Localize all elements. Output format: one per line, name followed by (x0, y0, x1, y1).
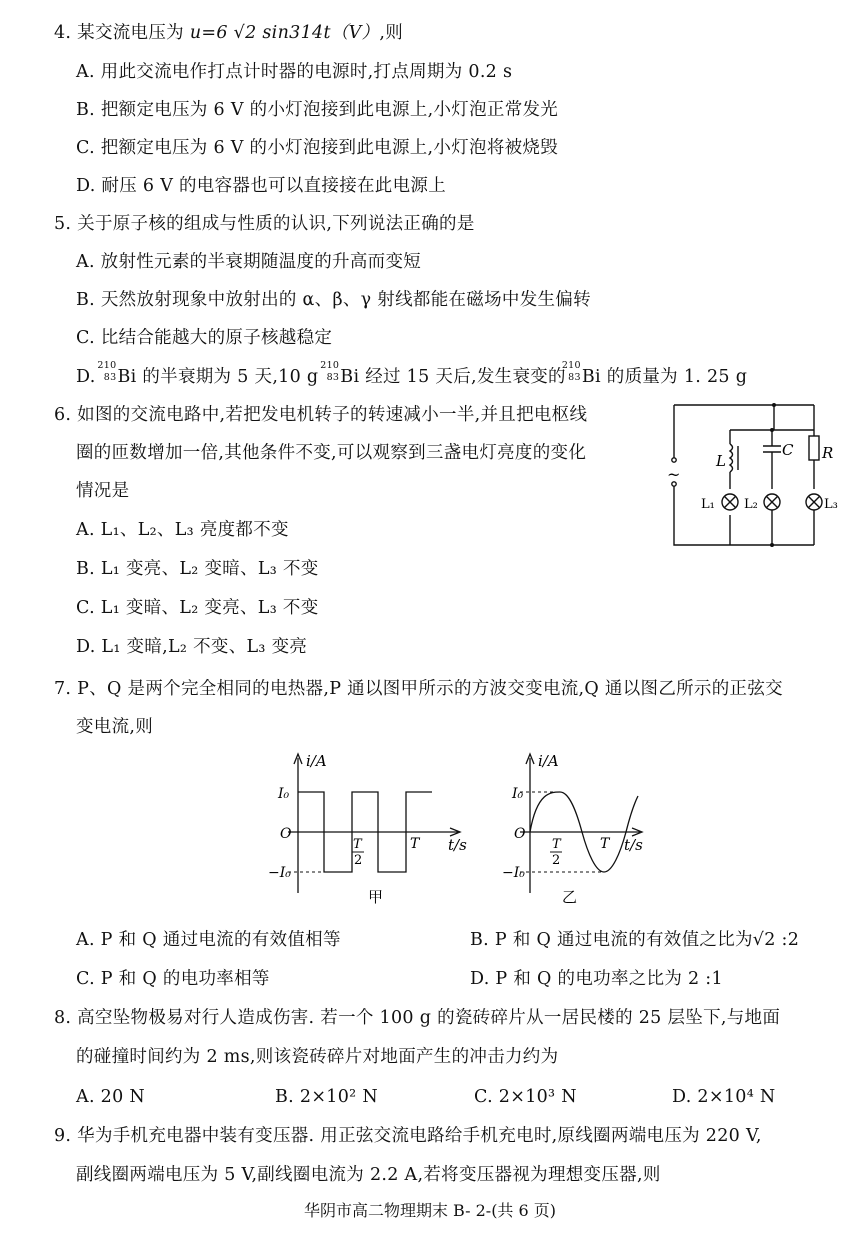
q7-stem-line1: 7. P、Q 是两个完全相同的电热器,P 通以图甲所示的方波交变电流,Q 通以图乙所示的正弦交 (54, 679, 783, 699)
graph1-top-label: I₀ (278, 786, 290, 802)
q8-option-a: A. 20 N (76, 1087, 146, 1107)
q5-d-label: D. (76, 367, 102, 387)
bi-nuclide-3 (561, 360, 582, 384)
q7-option-d: D. P 和 Q 的电功率之比为 2 :1 (470, 969, 723, 989)
graph2-ylabel: i/A (538, 752, 559, 770)
q8-option-d: D. 2×10⁴ N (672, 1087, 776, 1107)
mass-number: 210 (561, 360, 581, 371)
ac-source-symbol: ~ (667, 465, 681, 484)
q8-stem-line1: 8. 高空坠物极易对行人造成伤害. 若一个 100 g 的瓷砖碎片从一居民楼的 25 层坠下,与地面 (54, 1008, 781, 1028)
graph2-bottom-label: −I₀ (502, 865, 525, 881)
graph2-half-num: T (552, 837, 561, 852)
page-footer: 华阴市高二物理期末 B- 2-(共 6 页) (303, 1201, 557, 1220)
graph1-xlabel: t/s (448, 836, 467, 854)
q5-d-text-1: Bi 的半衰期为 5 天,10 g (117, 367, 325, 387)
q5-option-a: A. 放射性元素的半衰期随温度的升高而变短 (76, 252, 422, 272)
q4-option-a: A. 用此交流电作打点计时器的电源时,打点周期为 0.2 s (76, 62, 513, 82)
q5-option-b: B. 天然放射现象中放射出的 α、β、γ 射线都能在磁场中发生偏转 (76, 290, 591, 310)
q4-formula: u=6 √2 sin314t（V） (189, 23, 380, 43)
graph1-ylabel: i/A (306, 752, 327, 770)
atomic-number: 83 (568, 372, 581, 383)
q5-d-text-3: Bi 的质量为 1. 25 g (581, 367, 748, 387)
resistor-label: R (822, 444, 834, 462)
q4-stem (54, 22, 403, 44)
graph1-origin: O (280, 826, 292, 842)
lamp3-label: L₃ (824, 497, 838, 512)
q4-stem-end: ,则 (379, 23, 403, 43)
graph2-period: T (600, 836, 610, 852)
q8-option-b: B. 2×10² N (275, 1087, 378, 1107)
q9-stem-line2: 副线圈两端电压为 5 V,副线圈电流为 2.2 A,若将变压器视为理想变压器,则 (76, 1165, 661, 1185)
q6-option-c: C. L₁ 变暗、L₂ 变亮、L₃ 不变 (76, 598, 319, 618)
square-wave-graph (268, 748, 478, 908)
q8-stem-line2: 的碰撞时间约为 2 ms,则该瓷砖碎片对地面产生的冲击力约为 (76, 1047, 559, 1067)
q7-option-a: A. P 和 Q 通过电流的有效值相等 (76, 930, 341, 950)
q6-option-a: A. L₁、L₂、L₃ 亮度都不变 (76, 520, 289, 540)
graph2-caption: 乙 (562, 888, 578, 906)
q4-option-c: C. 把额定电压为 6 V 的小灯泡接到此电源上,小灯泡将被烧毁 (76, 138, 559, 158)
q7-option-b: B. P 和 Q 通过电流的有效值之比为√2 :2 (470, 930, 800, 950)
q5-option-c: C. 比结合能越大的原子核越稳定 (76, 328, 333, 348)
q6-option-d: D. L₁ 变暗,L₂ 不变、L₃ 变亮 (76, 637, 308, 657)
graph1-period: T (410, 836, 420, 852)
atomic-number: 83 (103, 372, 117, 383)
mass-number: 210 (97, 360, 117, 371)
graph1-caption: 甲 (368, 888, 384, 906)
q9-stem-line1: 9. 华为手机充电器中装有变压器. 用正弦交流电路给手机充电时,原线圈两端电压为 220 V, (54, 1126, 762, 1146)
q4-option-d: D. 耐压 6 V 的电容器也可以直接接在此电源上 (76, 176, 446, 196)
graph1-half-num: T (353, 837, 362, 852)
graph1-bottom-label: −I₀ (268, 865, 291, 881)
q4-option-b: B. 把额定电压为 6 V 的小灯泡接到此电源上,小灯泡正常发光 (76, 100, 559, 120)
q7-option-c: C. P 和 Q 的电功率相等 (76, 969, 270, 989)
sine-wave-graph (500, 748, 670, 908)
graph2-top-label: I₀ (512, 786, 524, 802)
q6-stem-line2: 圈的匝数增加一倍,其他条件不变,可以观察到三盏电灯亮度的变化 (76, 443, 587, 463)
q5-stem: 5. 关于原子核的组成与性质的认识,下列说法正确的是 (54, 214, 475, 234)
bi-nuclide-2 (320, 360, 340, 384)
graph2-origin: O (514, 826, 526, 842)
inductor-label: L (716, 452, 726, 470)
lamp2-label: L₂ (744, 497, 758, 512)
q7-stem-line2: 变电流,则 (76, 717, 154, 737)
lamp1-label: L₁ (701, 497, 715, 512)
q4-stem-text: 4. 某交流电压为 (54, 23, 190, 43)
atomic-number: 83 (326, 372, 340, 383)
q5-d-text-2: Bi 经过 15 天后,发生衰变的 (340, 367, 566, 387)
graph2-half-den: 2 (552, 853, 561, 868)
q6-stem-line3: 情况是 (76, 481, 130, 501)
q6-option-b: B. L₁ 变亮、L₂ 变暗、L₃ 不变 (76, 559, 319, 579)
capacitor-label: C (782, 441, 794, 459)
bi-nuclide-1 (97, 360, 117, 384)
mass-number: 210 (320, 360, 340, 371)
q8-option-c: C. 2×10³ N (474, 1087, 577, 1107)
q6-stem-line1: 6. 如图的交流电路中,若把发电机转子的转速减小一半,并且把电枢线 (54, 405, 588, 425)
q5-option-d (76, 360, 748, 388)
graph2-xlabel: t/s (624, 836, 643, 854)
circuit-diagram (664, 400, 854, 555)
graph1-half-den: 2 (354, 853, 363, 868)
